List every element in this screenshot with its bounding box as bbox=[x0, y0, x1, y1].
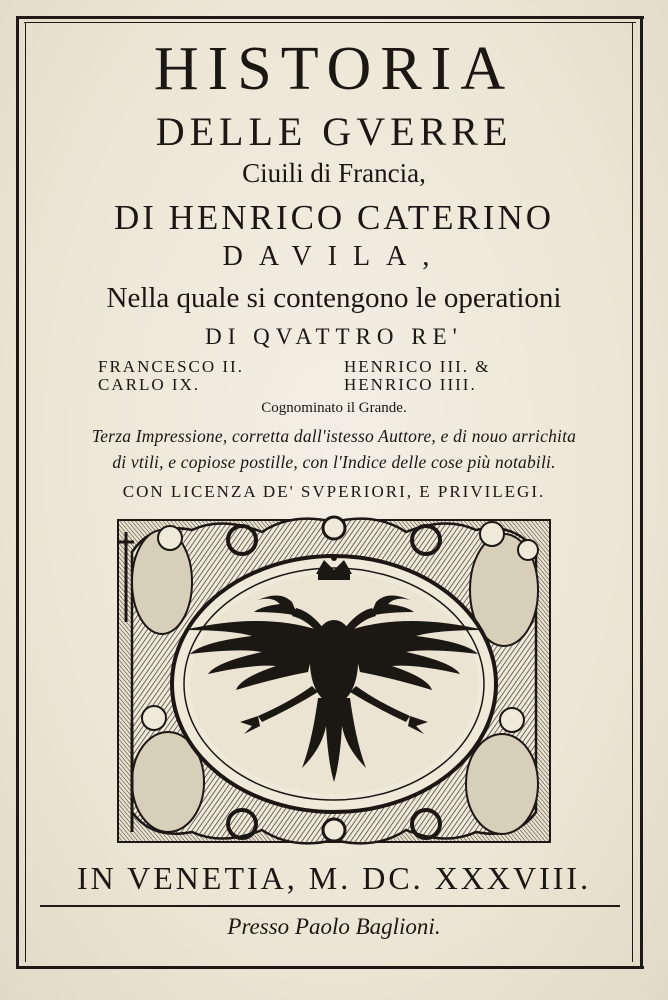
kings-left-column bbox=[98, 358, 244, 394]
king-henrico-iii: HENRICO III. & bbox=[344, 357, 491, 376]
border-left-inner-rule bbox=[25, 22, 26, 962]
title-quattro-re: DI QVATTRO RE' bbox=[205, 324, 463, 349]
title-davila: DAVILA, bbox=[222, 241, 446, 272]
printers-device-woodcut bbox=[112, 512, 556, 850]
king-henrico-iiii: HENRICO IIII. bbox=[344, 374, 477, 394]
title-historia: HISTORIA bbox=[153, 35, 515, 103]
border-top-inner-rule bbox=[24, 22, 636, 23]
title-author-name: DI HENRICO CATERINO bbox=[113, 198, 555, 237]
title-delle-guerre: DELLE GVERRE bbox=[155, 109, 513, 154]
edition-line-1: Terza Impressione, corretta dall'istesso Auttore, e di nouo arrichita bbox=[91, 426, 577, 446]
border-top-rule bbox=[18, 16, 644, 19]
border-right-rule bbox=[640, 16, 643, 968]
kings-right-column bbox=[344, 358, 491, 394]
border-bottom-rule bbox=[16, 966, 644, 969]
cognominato-text: Cognominato il Grande. bbox=[261, 400, 407, 416]
edition-line-2: di vtili, e copiose postille, con l'Indice delle cose più notabili. bbox=[112, 452, 556, 472]
border-left-rule bbox=[16, 16, 19, 968]
king-carlo: CARLO IX. bbox=[98, 374, 201, 394]
imprint-place-date: IN VENETIA, M. DC. XXXVIII. bbox=[76, 860, 592, 896]
king-francesco: FRANCESCO II. bbox=[98, 357, 244, 376]
title-operationi: Nella quale si contengono le operationi bbox=[106, 282, 562, 314]
title-ciuili: Ciuili di Francia, bbox=[242, 158, 426, 188]
licenza-text: CON LICENZA DE' SVPERIORI, E PRIVILEGI. bbox=[122, 482, 546, 501]
printer-name: Presso Paolo Baglioni. bbox=[227, 914, 441, 939]
imprint-divider-rule bbox=[40, 905, 620, 907]
